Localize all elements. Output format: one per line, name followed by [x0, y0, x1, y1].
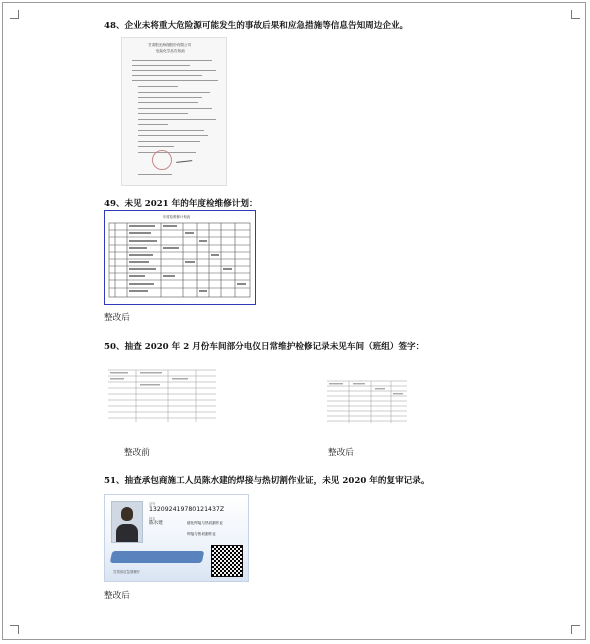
table-grid	[105, 211, 254, 303]
maintenance-record-before-image	[106, 364, 218, 426]
crop-mark	[10, 625, 19, 634]
card-watermark-band	[110, 551, 205, 563]
card-issuer: 甘肃省应急管理厅	[113, 570, 141, 574]
card-id-number: 132092419780121437Z	[149, 506, 225, 513]
card-name: 陈水建	[149, 521, 163, 526]
caption-after-49: 整改后	[104, 313, 130, 323]
welding-certificate-card-image: 证号 132092419780121437Z 姓名 陈水建 熔化焊接与热切割作业 焊接与热切割作业 甘肃省应急管理厅	[104, 494, 249, 582]
letter-heading-2: 危险化学品告知函	[156, 49, 185, 53]
maintenance-record-after-image	[325, 377, 409, 425]
notice-letter-image	[121, 37, 227, 186]
item-50-text: 50、抽查 2020 年 2 月份车间部分电仪日常维护检修记录未见车间（班组）签字：	[104, 342, 425, 352]
maintenance-plan-table-image	[104, 210, 256, 305]
record-grid-before	[106, 364, 218, 426]
caption-before-50: 整改前	[124, 448, 150, 458]
crop-mark	[571, 625, 580, 634]
crop-mark	[10, 10, 19, 19]
table-doc-title: 年度检维修计划表	[163, 215, 191, 219]
item-48-text: 48、企业未将重大危险源可能发生的事故后果和应急措施等信息告知周边企业。	[104, 21, 409, 31]
item-49-text: 49、未见 2021 年的年度检维修计划：	[104, 199, 258, 209]
card-job-category: 熔化焊接与热切割作业	[187, 521, 223, 525]
caption-after-51: 整改后	[104, 591, 130, 601]
photo-avatar	[111, 501, 143, 543]
card-op-type: 焊接与热切割作业	[187, 532, 216, 536]
page-frame	[2, 2, 586, 640]
crop-mark	[571, 10, 580, 19]
item-51-text: 51、抽查承包商施工人员陈水建的焊接与热切割作业证，未见 2020 年的复审记录。	[104, 476, 430, 486]
letter-heading-1: 甘肃银光海翔股份有限公司	[148, 43, 192, 47]
qr-code-icon	[211, 545, 243, 577]
red-seal-icon	[152, 150, 172, 170]
signature-mark	[176, 155, 193, 163]
record-grid-after	[325, 377, 409, 425]
caption-after-50: 整改后	[328, 448, 354, 458]
